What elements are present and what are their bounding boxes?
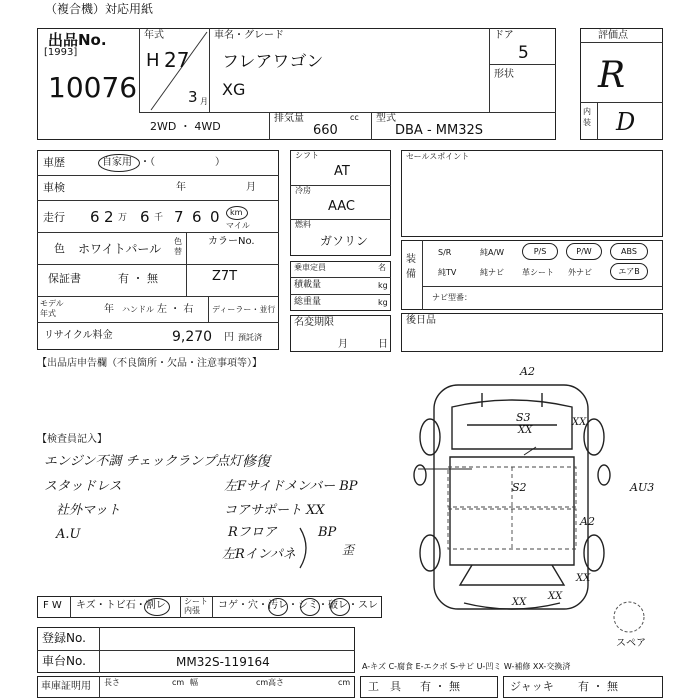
defect-xx2: XX	[572, 417, 587, 428]
history-rest: ・（ ）	[140, 157, 225, 168]
jack-value: 有 ・ 無	[578, 680, 618, 693]
inspector-bracket	[296, 526, 316, 570]
dealer-value: ディーラー・並行	[212, 305, 276, 314]
cert-height-cm: cm	[338, 678, 351, 687]
inspection-month: 月	[246, 182, 256, 193]
seller-note-label: 【出品店申告欄（不良箇所・欠品・注意事項等）】	[37, 358, 262, 369]
inspector-line-4-right: Rフロア	[228, 525, 277, 540]
fw-label: F W	[43, 600, 62, 611]
registration-label: 登録No.	[42, 631, 86, 645]
defect-xx4: XX	[548, 591, 563, 602]
after-items-block	[401, 313, 663, 352]
sheet-title: （複合機）対応用紙	[45, 2, 154, 16]
capacity-unit: 名	[378, 263, 386, 272]
history-value: 自家用	[102, 157, 132, 168]
equip-ext-navi: 外ナビ	[568, 268, 592, 277]
color-value: ホワイトパール	[78, 242, 162, 256]
legend: A-キズ C-腐食 E-エクボ S-サビ U-凹ミ W-補修 XX-交換済	[362, 662, 571, 671]
cert-width: 幅	[190, 678, 198, 687]
displacement-unit: cc	[350, 113, 359, 122]
lot-label: 出品No.	[48, 31, 107, 49]
sheet-items: コゲ・穴・汚レ・シミ・破レ・スレ	[218, 600, 378, 611]
shift-value: AT	[334, 164, 350, 179]
color-label: 色	[54, 242, 65, 255]
aircon-label: 冷房	[295, 186, 311, 195]
equip-navi: 純ナビ	[480, 268, 504, 277]
recycle-label: リサイクル料金	[44, 330, 113, 341]
inspector-line-2-right: 左Fサイドメンバー BP	[224, 479, 358, 494]
car-grade: XG	[222, 80, 246, 99]
displacement-value: 660	[313, 123, 338, 138]
mileage-sen: 千	[154, 213, 164, 223]
doors-value: 5	[518, 43, 529, 63]
lot-small: [1993]	[44, 47, 78, 58]
fuel-value: ガソリン	[320, 234, 369, 248]
interior-label: 内装	[583, 107, 591, 128]
fw-circle	[144, 598, 170, 616]
mileage-d3: 6	[140, 208, 150, 226]
equip-aw: 純A/W	[480, 248, 505, 257]
mileage-d6: 0	[210, 208, 220, 226]
inspection-year: 年	[176, 182, 186, 193]
inspector-bracket-text-2: 歪	[342, 543, 355, 557]
sheet-circle-1	[268, 598, 288, 616]
inspector-label: 【検査員記入】	[37, 434, 107, 445]
load-label: 積載量	[294, 280, 322, 290]
year-era: H	[146, 50, 160, 71]
chassis-value: MM32S-119164	[176, 655, 270, 669]
name-change-day: 日	[378, 339, 388, 350]
tools-label: 工 具	[368, 680, 401, 693]
mileage-unit-km: km	[230, 208, 243, 217]
inspector-line-5-right: 左Rインパネ	[222, 547, 296, 562]
cert-label: 車庫証明用	[41, 681, 91, 692]
fw-items: キズ・トビ石・割レ	[76, 600, 166, 611]
grade-interior: D	[616, 108, 636, 136]
defect-s2: S2	[512, 481, 527, 494]
model-value: DBA - MM32S	[395, 123, 484, 138]
sheet-label: シート内張	[184, 597, 208, 615]
equip-leather: 革シート	[522, 268, 554, 277]
mileage-man: 万	[118, 213, 128, 223]
cert-width-cm: cm	[256, 678, 269, 687]
recycle-value: 9,270	[172, 329, 213, 345]
name-change-label: 名変期限	[294, 317, 334, 328]
navi-model-label: ナビ型番：	[432, 293, 472, 302]
displacement-label: 排気量	[274, 113, 304, 124]
defect-a2: A2	[580, 515, 595, 528]
equipment-label: 装備	[406, 254, 416, 280]
warranty-label: 保証書	[48, 272, 81, 285]
gross-unit: kg	[378, 298, 388, 307]
mileage-d4: 7	[174, 208, 184, 226]
lot-number: 10076	[48, 71, 138, 104]
recycle-unit: 円	[224, 332, 234, 343]
inspector-bracket-text: BP	[318, 525, 337, 540]
name-change-month: 月	[338, 339, 348, 350]
inspector-line-1-left: エンジン不調 チェックランプ点灯	[44, 454, 243, 469]
equip-sr: S/R	[438, 248, 452, 257]
shift-label: シフト	[295, 151, 319, 160]
year-month-unit: 月	[200, 97, 208, 106]
year-value: 27	[164, 48, 190, 72]
load-unit: kg	[378, 281, 388, 290]
recycle-status: 預託済	[238, 333, 262, 342]
defect-xx3: XX	[576, 573, 591, 584]
cert-height: 高さ	[268, 678, 284, 687]
inspector-line-2-left: スタッドレス	[44, 479, 122, 494]
inspector-line-1-right: 修復	[242, 454, 270, 470]
model-year-label: モデル年式	[40, 299, 64, 318]
mileage-d2: 2	[104, 208, 114, 226]
mileage-label: 走行	[43, 211, 65, 224]
equip-ps: P/S	[522, 243, 558, 260]
grade-label: 評価点	[598, 30, 628, 41]
inspector-line-3-right: コアサポート XX	[224, 503, 325, 518]
after-label: 後日品	[406, 315, 436, 326]
spare-tire-icon	[612, 600, 646, 634]
color-code: Z7T	[212, 269, 238, 284]
equip-pw: P/W	[566, 243, 602, 260]
jack-label: ジャッキ	[510, 680, 554, 693]
fuel-label: 燃料	[295, 220, 311, 229]
model-label: 型式	[376, 113, 396, 124]
capacity-label: 乗車定員	[294, 263, 326, 272]
handle-value: 左 ・ 右	[157, 304, 194, 315]
cert-length: 長さ	[104, 678, 120, 687]
inspector-line-4-left: A.U	[56, 527, 81, 542]
gross-label: 総重量	[294, 297, 322, 307]
defect-au3: AU3	[630, 481, 655, 494]
inspection-label: 車検	[43, 181, 65, 194]
sheet-circle-2	[300, 598, 320, 616]
year-month: 3	[188, 88, 198, 106]
cert-length-cm: cm	[172, 678, 185, 687]
car-name: フレアワゴン	[222, 52, 324, 72]
shape-label: 形状	[494, 69, 514, 80]
mileage-unit-mile: マイル	[226, 221, 250, 230]
doors-label: ドア	[494, 30, 514, 41]
spare-label: スペア	[616, 638, 646, 649]
sheet-circle-3	[330, 598, 350, 616]
warranty-value: 有 ・ 無	[118, 272, 158, 285]
defect-xx1: XX	[518, 425, 533, 436]
aircon-value: AAC	[328, 199, 355, 214]
defect-top: A2	[520, 365, 535, 378]
defect-xx5: XX	[512, 597, 527, 608]
defect-s3: S3	[516, 411, 531, 424]
handle-label: ハンドル	[122, 305, 154, 314]
history-label: 車歴	[43, 156, 65, 169]
color-change: 色替	[174, 237, 182, 256]
mileage-d1: 6	[90, 208, 100, 226]
mileage-d5: 6	[192, 208, 202, 226]
chassis-label: 車台No.	[42, 654, 86, 668]
sales-point-label: セールスポイント	[406, 152, 470, 161]
color-code-label: カラーNo.	[208, 236, 255, 247]
car-label: 車名・グレード	[214, 30, 284, 41]
grade-overall: R	[598, 55, 626, 96]
equip-tv: 純TV	[438, 268, 457, 277]
model-year-year: 年	[104, 304, 114, 315]
sales-point-block	[401, 150, 663, 237]
year-label: 年式	[144, 30, 164, 41]
equip-airbag: エアB	[610, 263, 648, 280]
drive-type: 2WD ・ 4WD	[150, 120, 221, 133]
inspector-line-3-left: 社外マット	[56, 503, 121, 518]
equip-abs: ABS	[610, 243, 648, 260]
tools-value: 有 ・ 無	[420, 680, 460, 693]
